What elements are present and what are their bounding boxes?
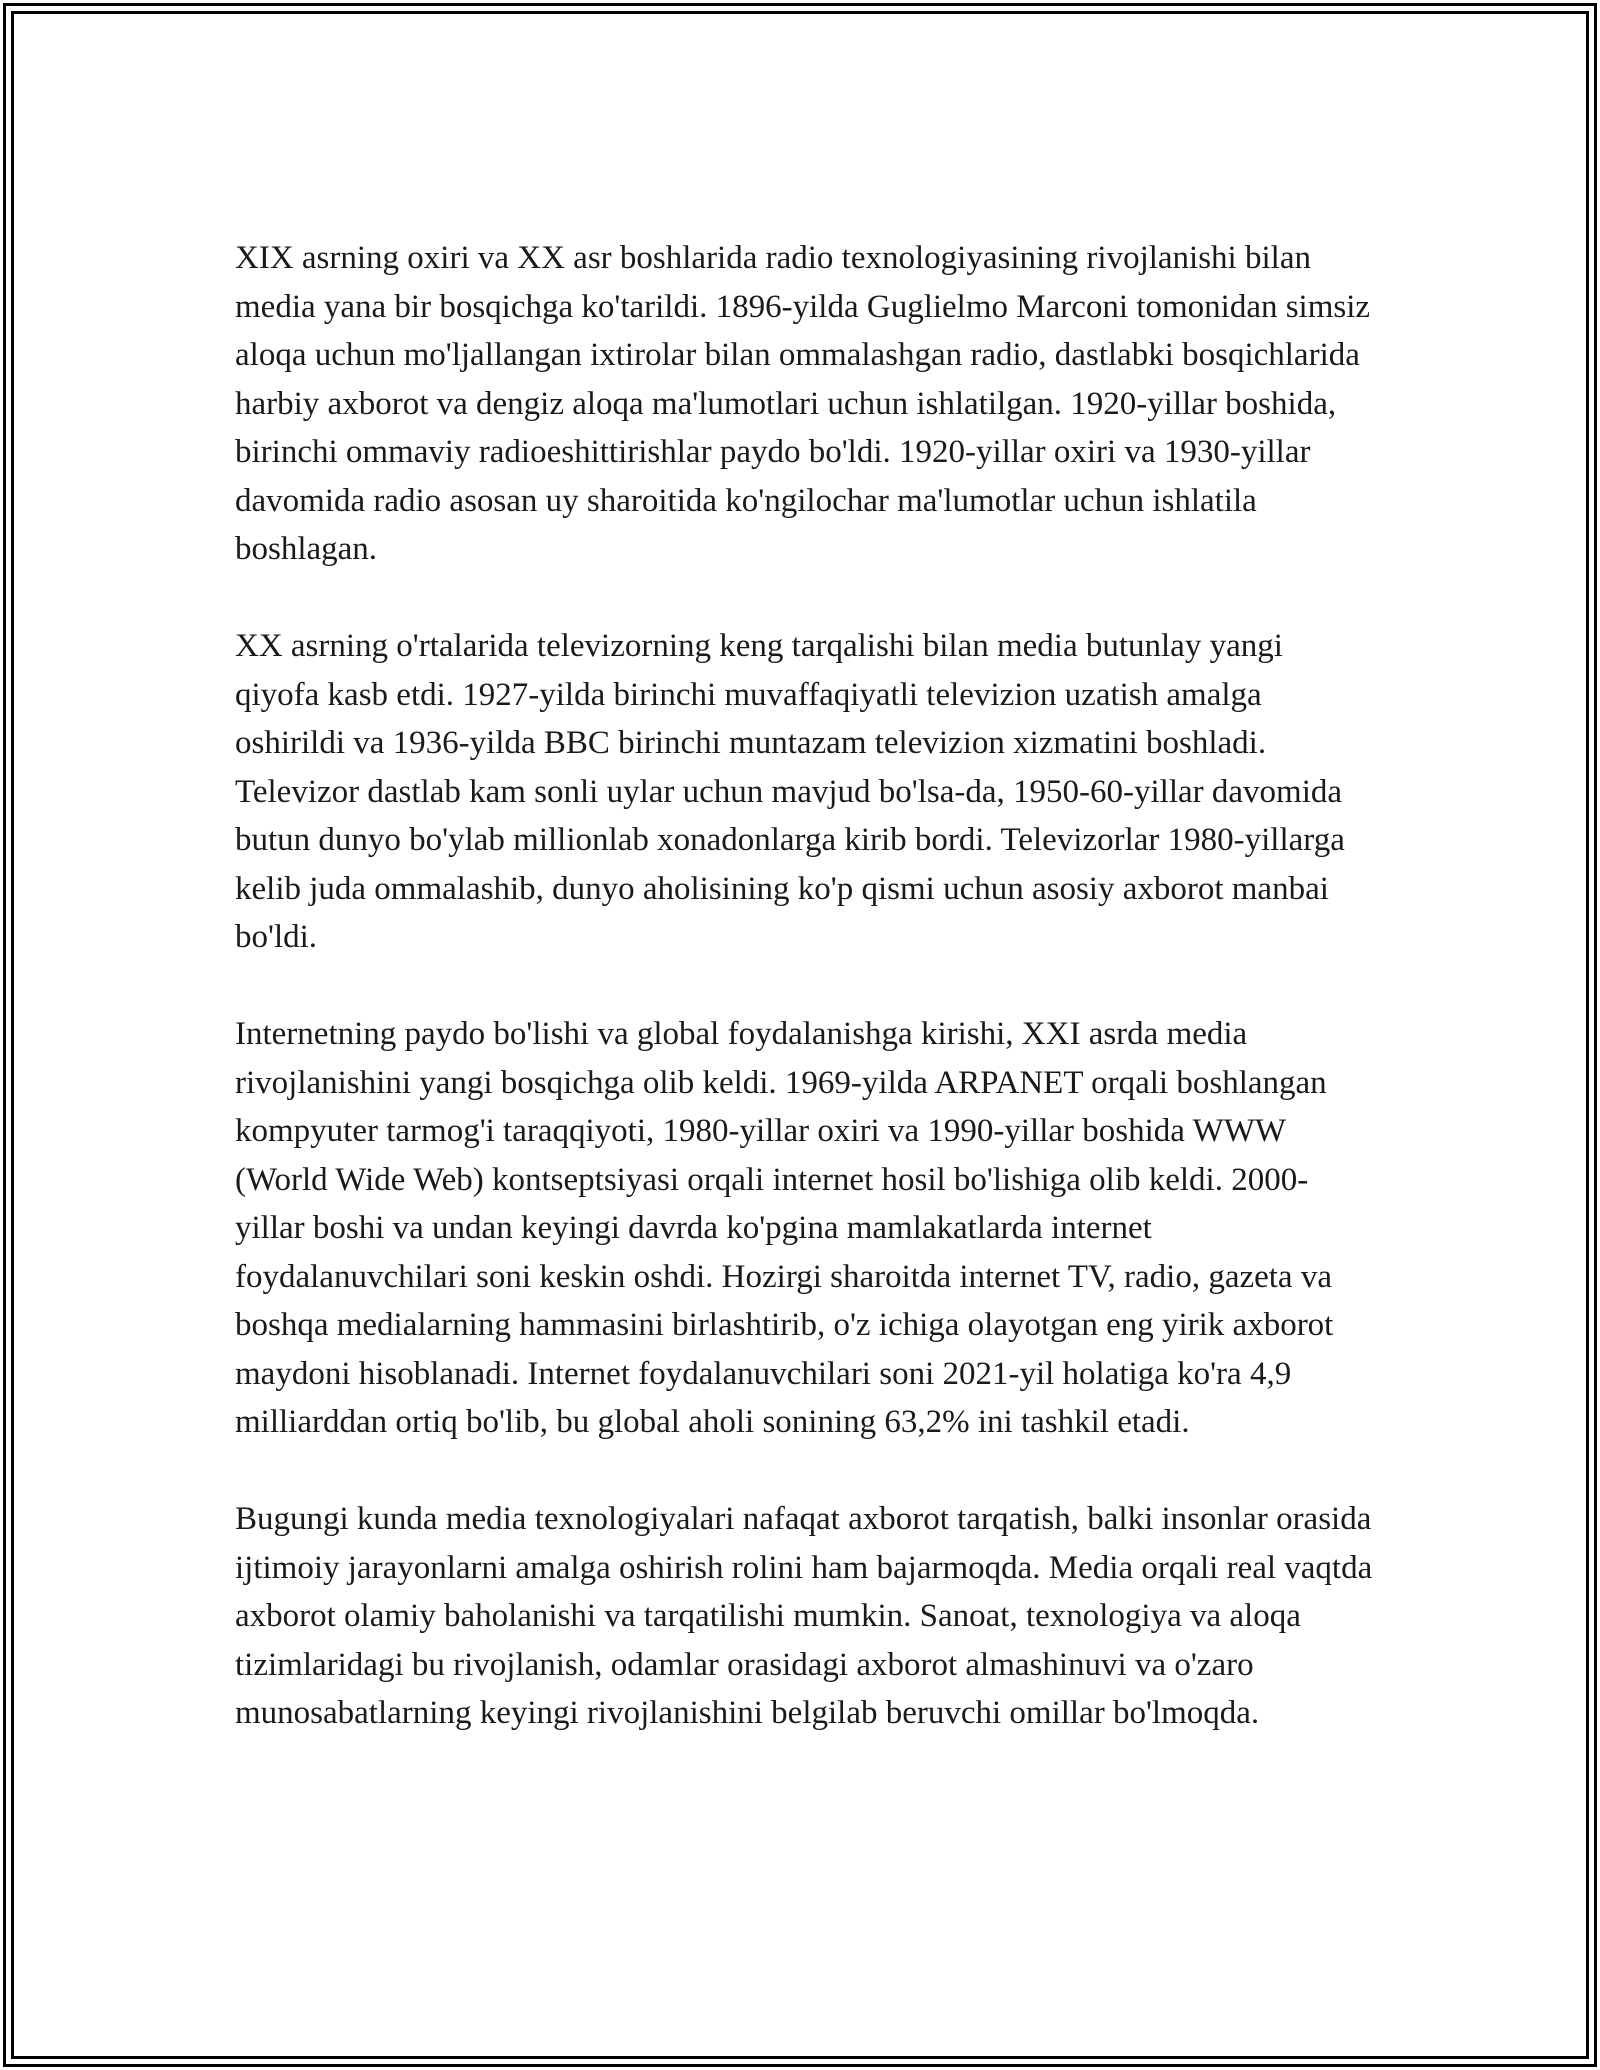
document-body xyxy=(235,234,1375,1738)
paragraph-television: XX asrning o'rtalarida televizorning keng tarqalishi bilan media butunlay yangi qiyofa kasb etdi. 1927-yilda birinchi muvaffaqiyatli televizion uzatish amalga oshirildi va 1936-yilda BBC birinchi muntazam televizion xizmatini boshladi. Televizor dastlab kam sonli uylar uchun mavjud bo'lsa-da, 1950-60-yillar davomida butun dunyo bo'ylab millionlab xonadonlarga kirib bordi. Televizorlar 1980-yillarga kelib juda ommalashib, dunyo aholisining ko'p qismi uchun asosiy axborot manbai bo'ldi. xyxy=(235,628,1345,955)
paragraph-radio: XIX asrning oxiri va XX asr boshlarida radio texnologiyasining rivojlanishi bilan media yana bir bosqichga ko'tarildi. 1896-yilda Guglielmo Marconi tomonidan simsiz aloqa uchun mo'ljallangan ixtirolar bilan ommalashgan radio, dastlabki bosqichlarida harbiy axborot va dengiz aloqa ma'lumotlari uchun ishlatilgan. 1920-yillar boshida, birinchi ommaviy radioeshittirishlar paydo bo'ldi. 1920-yillar oxiri va 1930-yillar davomida radio asosan uy sharoitida ko'ngilochar ma'lumotlar uchun ishlatila boshlagan. xyxy=(235,240,1371,567)
paragraph-internet: Internetning paydo bo'lishi va global foydalanishga kirishi, XXI asrda media rivojlanishini yangi bosqichga olib keldi. 1969-yilda ARPANET orqali boshlangan kompyuter tarmog'i taraqqiyoti, 1980-yillar oxiri va 1990-yillar boshida WWW (World Wide Web) kontseptsiyasi orqali internet hosil bo'lishiga olib keldi. 2000-yillar boshi va undan keyingi davrda ko'pgina mamlakatlarda internet foydalanuvchilari soni keskin oshdi. Hozirgi sharoitda internet TV, radio, gazeta va boshqa medialarning hammasini birlashtirib, o'z ichiga olayotgan eng yirik axborot maydoni hisoblanadi. Internet foydalanuvchilari soni 2021-yil holatiga ko'ra 4,9 milliarddan ortiq bo'lib, bu global aholi sonining 63,2% ini tashkil etadi. xyxy=(235,1016,1334,1440)
paragraph-media-today: Bugungi kunda media texnologiyalari nafaqat axborot tarqatish, balki insonlar orasida ijtimoiy jarayonlarni amalga oshirish rolini ham bajarmoqda. Media orqali real vaqtda axborot olamiy baholanishi va tarqatilishi mumkin. Sanoat, texnologiya va aloqa tizimlaridagi bu rivojlanish, odamlar orasidagi axborot almashinuvi va o'zaro munosabatlarning keyingi rivojlanishini belgilab beruvchi omillar bo'lmoqda. xyxy=(235,1501,1373,1731)
